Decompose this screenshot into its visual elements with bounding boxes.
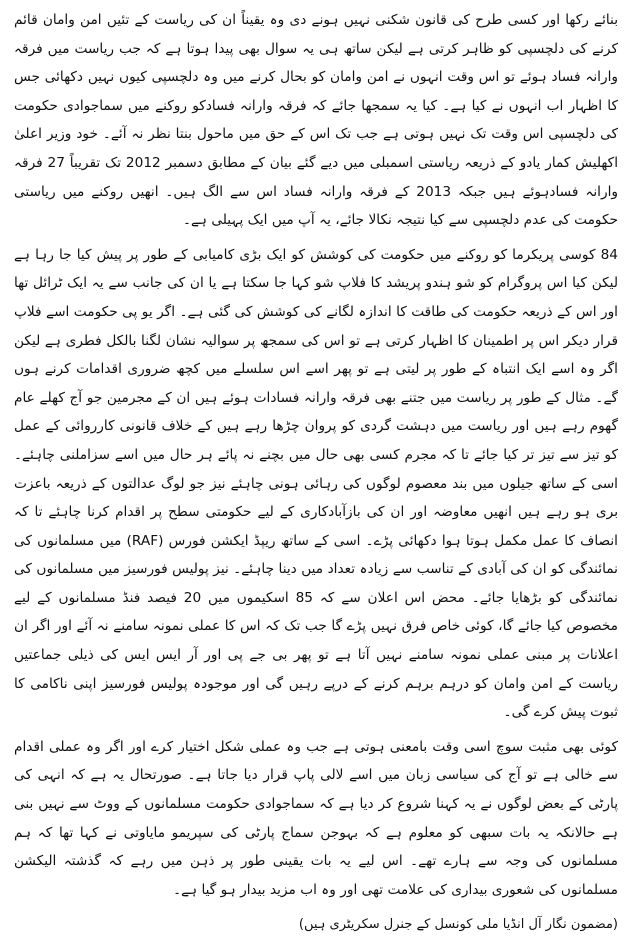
article-page <box>14 6 619 933</box>
article-paragraph-2: 84 کوسی پریکرما کو روکنے میں حکومت کی کوشش کو ایک بڑی کامیابی کے طور پر پیش کیا جا رہا ہے لیکن کیا اس پروگرام کو شو ہندو پریشد کا فلاپ شو کہا جا سکتا ہے یا ان کی جانب سے یہ ایک ٹرائل تھا اور اس کے ذریعہ حکومت کی طاقت کا اندازہ لگانے کی کوشش کی گئی ہے۔ اگر یو پی حکومت اسے فلاپ قرار دیکر اس پر اطمینان کا اظہار کرتی ہے تو اس کی سمجھ پر سوالیہ نشان لگنا بالکل فطری ہے لیکن اگر وہ اسے ایک انتباہ کے طور پر لیتی ہے تو پھر اسے اس سلسلے میں کچھ ضروری اقدامات کرنے ہوں گے۔ مثال کے طور پر ریاست میں جتنے بھی فرقہ وارانہ فسادات ہوئے ہیں ان کے مجرمین جو آج کھلے عام گھوم رہے ہیں اور ریاست میں دہشت گردی کو پروان چڑھا رہے ہیں کے خلاف قانونی کارروائی کے عمل کو تیز سے تیز تر کیا جائے تا کہ مجرم کسی بھی حال میں بچنے نہ پائے ہر حال میں اسے سزاملنی چاہئے۔ اسی کے ساتھ جیلوں میں بند معصوم لوگوں کی رہائی ہونی چاہئے نیز جو لوگ عدالتوں کے ذریعہ باعزت بری ہو رہے ہیں انھیں معاوضہ اور ان کی بازآبادکاری کے لیے حکومتی سطح پر اقدام کرنا چاہئے تا کہ انصاف کا عمل مکمل ہوتا ہوا دکھائی پڑے۔ اسی کے ساتھ ریپڈ ایکشن فورس (RAF) میں مسلمانوں کی نمائندگی کو ان کی آبادی کے تناسب سے زیادہ تعداد میں دینا چاہئے۔ نیز پولیس فورسیز میں مسلمانوں کی نمائندگی کو بڑھایا جائے۔ محض اس اعلان سے کہ 85 اسکیموں میں 20 فیصد فنڈ مسلمانوں کے لیے مخصوص کیا جائے گا، کوئی خاص فرق نہیں پڑے گا جب تک کہ اس کا عملی نمونہ سامنے نہ آئے اور اگر ان اعلانات پر مبنی عملی نمونہ سامنے نہیں آتا ہے تو پھر بی جے پی اور آر ایس ایس کی ذیلی جماعتیں ریاست کے امن وامان کو درہم برہم کرنے کے درپے رہیں گی اور موجودہ پولیس فورسیز اپنی ناکامی کا ثبوت پیش کرے گی۔ <box>14 246 618 721</box>
article-paragraph-3: کوئی بھی مثبت سوچ اسی وقت بامعنی ہوتی ہے جب وہ عملی شکل اختیار کرے اور اگر وہ عملی اقدام سے خالی ہے تو آج کی سیاسی زبان میں اسے لالی پاپ قرار دیا جاتا ہے۔ صورتحال یہ ہے کہ انہی کی پارٹی کے بعض لوگوں نے یہ کہنا شروع کر دیا ہے کہ سماجوادی حکومت مسلمانوں کے ووٹ سے نہیں بنی ہے حالانکہ یہ بات سبھی کو معلوم ہے کہ بہوجن سماج پارٹی کی سپریمو مایاوتی نے کہا تھا کہ ہم مسلمانوں کی وجہ سے ہارے تھے۔ اس لیے یہ بات یقینی طور پر ذہن میں رہے کہ گذشتہ الیکشن مسلمانوں کی شعوری بیداری کی علامت تھی اور وہ اب مزید بیدار ہو گیا ہے۔ <box>14 738 618 898</box>
author-note: (مضمون نگار آل انڈیا ملی کونسل کے جنرل سکریٹری ہیں) <box>298 917 618 933</box>
article-paragraph-1: بنائے رکھا اور کسی طرح کی قانون شکنی نہیں ہونے دی وہ یقیناً ان کی ریاست کے تئیں امن وامان قائم کرنے کی دلچسپی کو ظاہر کرتی ہے لیکن ساتھ ہی یہ سوال بھی پیدا ہوتا ہے کہ جب ریاست میں فرقہ وارانہ فساد ہوئے تو اس وقت انہوں نے امن وامان کو بحال کرنے میں وہ دلچسپی کیوں نہیں دکھائی جس کا اظہار اب انہوں نے کیا ہے۔ کیا یہ سمجھا جائے کہ فرقہ وارانہ فسادکو روکنے میں سماجوادی حکومت کی دلچسپی اس وقت تک نہیں ہوتی ہے جب تک اس کے حق میں ماحول بنتا نظر نہ آئے۔ خود وزیر اعلیٰ اکھلیش کمار یادو کے ذریعہ ریاستی اسمبلی میں دیے گئے بیان کے مطابق دسمبر 2012 تک تقریباً 27 فرقہ وارانہ فسادہوئے ہیں جبکہ 2013 کے فرقہ وارانہ فساد اس سے الگ ہیں۔ انھیں روکنے میں ریاستی حکومت کی عدم دلچسپی سے کیا نتیجہ نکالا جائے، یہ آپ میں ایک پہیلی ہے۔ <box>14 12 619 229</box>
